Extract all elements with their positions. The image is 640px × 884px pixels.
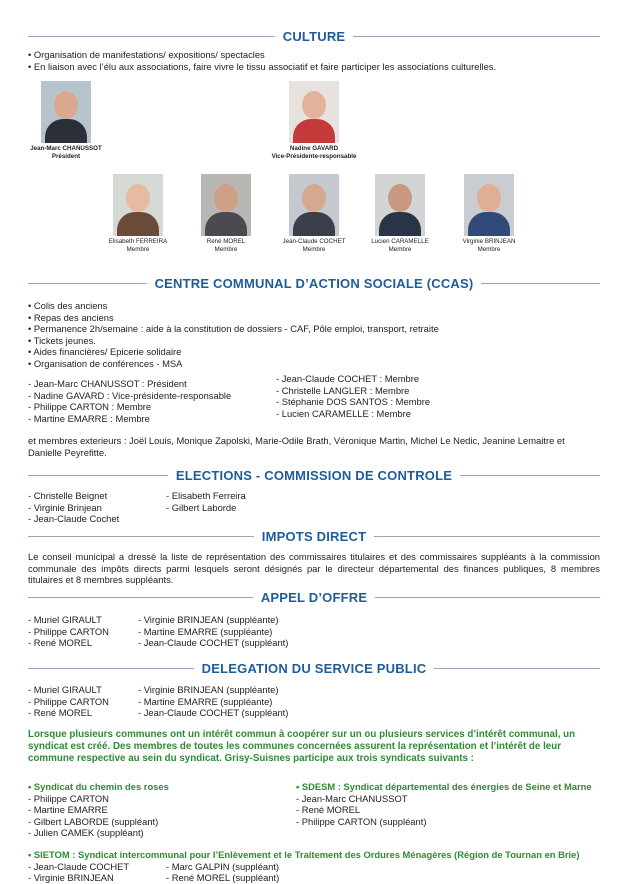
member-line: - Philippe CARTON : Membre <box>28 401 152 412</box>
appel-left <box>28 614 138 649</box>
ccas-members-right <box>276 373 430 424</box>
heading-rule-left <box>28 597 253 598</box>
portrait-photo <box>289 174 339 236</box>
photo-card <box>100 174 176 253</box>
ccas-bullet: • Colis des anciens <box>28 300 600 312</box>
member-line: - Nadine GAVARD : Vice-présidente-responsable <box>28 389 232 401</box>
member-line: - Jean-Claude COCHET : Membre <box>276 373 420 384</box>
ccas-bullet: • Permanence 2h/semaine : aide à la constitution de dossiers - CAF, Pôle emploi, transport, retraite <box>28 323 600 335</box>
member-line: - Muriel GIRAULT <box>28 614 102 625</box>
portrait-photo <box>375 174 425 236</box>
heading-rule-right <box>434 668 600 669</box>
elections-left <box>28 490 166 525</box>
impots-heading <box>28 529 600 544</box>
portrait-photo <box>201 174 251 236</box>
member-line: - René MOREL <box>28 707 93 718</box>
member-line: - René MOREL <box>296 804 361 815</box>
portrait-head <box>54 91 78 119</box>
sietom-right <box>166 861 279 884</box>
culture-title: CULTURE <box>282 29 346 44</box>
person-role: Membre <box>126 245 150 253</box>
culture-bullet: • En liaison avec l’élu aux associations, faire vivre le tissu associatif et faire participer les associations culturelles. <box>28 61 600 73</box>
person-name: Elisabeth FERREIRA <box>108 238 168 245</box>
member-line: - Gilbert LABORDE (suppléant) <box>28 815 159 827</box>
portrait-body <box>45 119 87 143</box>
elections-heading <box>28 468 600 483</box>
portrait-body <box>117 212 159 236</box>
member-line: - Philippe CARTON (suppléant) <box>296 815 427 827</box>
impots-text: Le conseil municipal a dressé la liste de représentation des commissaires titulaires et des commissaires suppléants à la commission communale des impôts directs parmi lesquels seront désignés par le directeur départemental des finances publiques, 8 membres titulaires et 8 membres suppléants. <box>28 551 600 585</box>
impots-title: IMPOTS DIRECT <box>261 529 367 544</box>
culture-bullets <box>28 49 600 72</box>
delegation-right <box>138 684 288 719</box>
ccas-members-left <box>28 378 276 424</box>
portrait-head <box>214 184 238 212</box>
heading-rule-left <box>28 536 254 537</box>
heading-rule-left <box>28 283 147 284</box>
elections-members <box>28 490 600 525</box>
member-line: - Julien CAMEK (suppléant) <box>28 827 144 838</box>
member-line: - Jean-Claude COCHET <box>28 860 130 872</box>
appel-members <box>28 614 600 649</box>
ccas-bullet: • Aides financières/ Epicerie solidaire <box>28 346 600 358</box>
portrait-body <box>293 212 335 236</box>
photo-card <box>188 174 264 253</box>
heading-rule-left <box>28 36 275 37</box>
syndicat-sietom-title: • SIETOM : Syndicat intercommunal pour l’Enlèvement et le Traitement des Ordures Ménagères (Région de Tournan en Brie) <box>28 849 580 860</box>
syndicat-sdesm-title: • SDESM : Syndicat départemental des énergies de Seine et Marne <box>296 781 592 792</box>
culture-heading <box>28 29 600 44</box>
appel-right <box>138 614 288 649</box>
photo-card <box>276 174 352 253</box>
syndicat-roses <box>28 781 296 839</box>
portrait-body <box>205 212 247 236</box>
member-line: - Martine EMARRE : Membre <box>28 412 150 424</box>
delegation-members <box>28 684 600 719</box>
member-line: - Stéphanie DOS SANTOS : Membre <box>276 396 431 407</box>
photo-card <box>28 81 104 160</box>
sietom-members <box>28 861 600 884</box>
member-line: - Philippe CARTON <box>28 625 109 637</box>
heading-rule-right <box>375 597 600 598</box>
person-role: Membre <box>477 245 501 253</box>
syndicats-intro: Lorsque plusieurs communes ont un intérêt commun à coopérer sur un ou plusieurs services d’intérêt communal, un syndicat est créé. Des membres de toutes les communes concernées assurent la représentation et l’intérêt de leur commune respective au sein du syndicat. Grisy-Suisnes participe aux trois syndicats suivants : <box>28 729 576 764</box>
member-line: - Virginie Brinjean <box>28 501 102 513</box>
portrait-photo <box>289 81 339 143</box>
person-name: Jean-Claude COCHET <box>282 238 346 245</box>
delegation-left <box>28 684 138 719</box>
member-line: - Martine EMARRE (suppléante) <box>138 695 273 707</box>
portrait-head <box>388 184 412 212</box>
member-line: - Virginie BRINJEAN <box>28 872 114 883</box>
member-line: - Jean-Claude COCHET (suppléant) <box>138 707 289 718</box>
syndicat-roses-title: • Syndicat du chemin des roses <box>28 781 169 792</box>
portrait-photo <box>41 81 91 143</box>
member-line: - Jean-Claude COCHET (suppléant) <box>138 637 289 648</box>
portrait-body <box>293 119 335 143</box>
portrait-head <box>302 184 326 212</box>
person-name: Nadine GAVARD <box>289 145 339 152</box>
member-line: - Jean-Claude Cochet <box>28 513 120 524</box>
delegation-title: DELEGATION DU SERVICE PUBLIC <box>201 661 427 676</box>
heading-rule-right <box>374 536 600 537</box>
portrait-head <box>126 184 150 212</box>
member-line: - Martine EMARRE <box>28 804 108 815</box>
ccas-bullet: • Repas des anciens <box>28 312 600 324</box>
member-line: - Virginie BRINJEAN (suppléante) <box>138 614 279 625</box>
ccas-title: CENTRE COMMUNAL D’ACTION SOCIALE (CCAS) <box>154 276 474 291</box>
member-line: - Philippe CARTON <box>28 695 109 707</box>
ccas-bullet: • Tickets jeunes. <box>28 335 600 347</box>
delegation-heading <box>28 661 600 676</box>
ccas-bullets <box>28 300 600 369</box>
appel-title: APPEL D’OFFRE <box>260 590 368 605</box>
member-line: - Gilbert Laborde <box>166 501 237 513</box>
photo-card <box>262 81 366 160</box>
person-role: Membre <box>302 245 326 253</box>
person-role: Vice-Présidente-responsable <box>271 152 357 160</box>
portrait-head <box>302 91 326 119</box>
member-line: - Elisabeth Ferreira <box>166 490 246 501</box>
appel-heading <box>28 590 600 605</box>
heading-rule-left <box>28 668 194 669</box>
portrait-head <box>477 184 501 212</box>
member-line: - René MOREL <box>28 637 93 648</box>
member-line: - Jean-Marc CHANUSSOT <box>296 792 408 804</box>
portrait-body <box>468 212 510 236</box>
ccas-bullet: • Organisation de conférences - MSA <box>28 358 600 370</box>
member-line: - Muriel GIRAULT <box>28 684 102 695</box>
heading-rule-left <box>28 475 168 476</box>
culture-bullet: • Organisation de manifestations/ expositions/ spectacles <box>28 49 600 61</box>
elections-right <box>166 490 246 525</box>
photo-card <box>451 174 527 253</box>
syndicat-sietom <box>28 849 600 884</box>
portrait-body <box>379 212 421 236</box>
person-name: Lucien CARAMELLE <box>371 238 429 245</box>
ccas-heading <box>28 276 600 291</box>
sietom-left <box>28 861 166 884</box>
syndicats-columns <box>28 781 600 839</box>
member-line: - Marc GALPIN (suppléant) <box>166 860 280 872</box>
portrait-photo <box>464 174 514 236</box>
person-name: Jean-Marc CHANUSSOT <box>30 145 102 152</box>
member-line: - Christelle LANGLER : Membre <box>276 384 410 396</box>
member-line: - Martine EMARRE (suppléante) <box>138 625 273 637</box>
elections-title: ELECTIONS - COMMISSION DE CONTROLE <box>175 468 453 483</box>
syndicat-sdesm <box>296 781 592 839</box>
heading-rule-right <box>460 475 600 476</box>
heading-rule-right <box>353 36 600 37</box>
person-name: Virginie BRINJEAN <box>462 238 516 245</box>
ccas-exterior-members: et membres exterieurs : Joël Louis, Monique Zapolski, Marie-Odile Brath, Véronique Martin, Michel Le Nedic, Jeanine Lemaitre et Danielle Peyrefitte. <box>28 435 565 458</box>
member-line: - Christelle Beignet <box>28 490 108 501</box>
member-line: - Philippe CARTON <box>28 792 109 804</box>
person-role: Membre <box>388 245 412 253</box>
member-line: - Virginie BRINJEAN (suppléante) <box>138 684 279 695</box>
photo-card <box>362 174 438 253</box>
portrait-photo <box>113 174 163 236</box>
ccas-members <box>28 373 600 424</box>
heading-rule-right <box>481 283 600 284</box>
person-role: Membre <box>214 245 238 253</box>
member-line: - René MOREL (suppléant) <box>166 872 280 883</box>
member-line: - Lucien CARAMELLE : Membre <box>276 407 411 419</box>
person-role: Président <box>51 152 81 160</box>
member-line: - Jean-Marc CHANUSSOT : Président <box>28 378 187 389</box>
person-name: René MOREL <box>206 238 246 245</box>
